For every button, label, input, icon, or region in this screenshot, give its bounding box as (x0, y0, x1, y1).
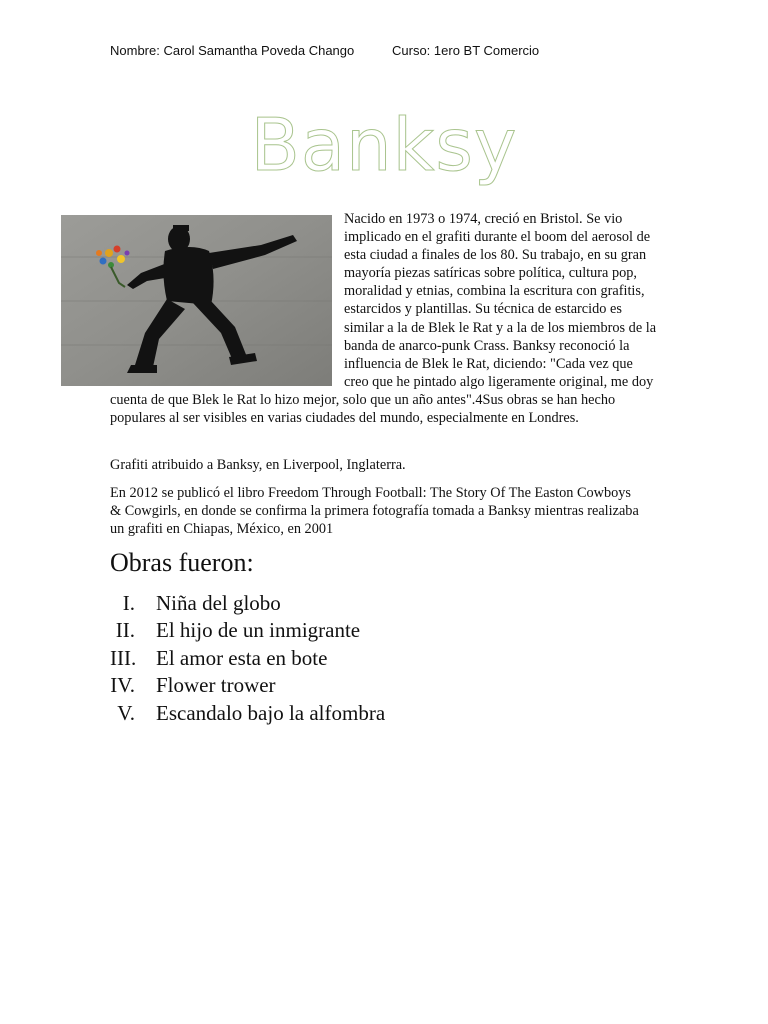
student-name: Nombre: Carol Samantha Poveda Chango (110, 43, 355, 58)
image-caption: Grafiti atribuido a Banksy, en Liverpool, Inglaterra. (110, 457, 406, 473)
works-heading: Obras fueron: (110, 548, 254, 577)
list-item-text: Escandalo bajo la alfombra (156, 700, 386, 725)
bio-paragraph (110, 210, 660, 427)
course-label: Curso: 1ero BT Comercio (392, 43, 540, 58)
bio-text: Nacido en 1973 o 1974, creció en Bristol. Se vio implicado en el grafiti durante el boom del aerosol de esta ciudad a finales de los 80. Su trabajo, en su gran mayoría piezas satíricas sobre política, cultura pop, moralidad y etnias, combina la escritura con grafitis, estarcidos y plantillas. Su técnica de estarcido es similar a la de Blek le Rat y a la de los miembros de la banda de anarco-punk Crass. Banksy reconoció la influencia de Blek le Rat, diciendo: "Cada vez que creo que he pintado algo ligeramente original, me doy cuenta de que Blek le Rat lo hizo mejor, solo que un año antes".4Sus obras se han hecho populares al ser visibles en varias ciudades del mundo, especialmente en Londres. (110, 211, 657, 427)
list-item (110, 590, 385, 617)
list-numeral: II. (115, 618, 135, 643)
list-numeral: IV. (110, 673, 135, 698)
list-item (110, 645, 385, 672)
list-numeral: V. (117, 700, 135, 725)
list-item-text: Niña del globo (156, 591, 281, 615)
flower-thrower-photo (61, 215, 332, 386)
list-numeral: I. (122, 591, 135, 615)
list-item-text: El hijo de un inmigrante (156, 618, 361, 643)
list-numeral: III. (110, 645, 137, 670)
list-item-text: Flower trower (156, 673, 276, 698)
works-list (110, 590, 385, 727)
list-item-text: El amor esta en bote (156, 645, 328, 670)
list-item (110, 672, 385, 699)
page-title: Banksy (250, 103, 518, 187)
list-item (110, 700, 385, 727)
book-paragraph: En 2012 se publicó el libro Freedom Through Football: The Story Of The Easton Cowboys & Cowgirls, en donde se confirma la primera fotografía tomada a Banksy mientras realizaba un grafiti en Chiapas, México, en 2001 (110, 485, 639, 538)
list-item (110, 617, 385, 644)
